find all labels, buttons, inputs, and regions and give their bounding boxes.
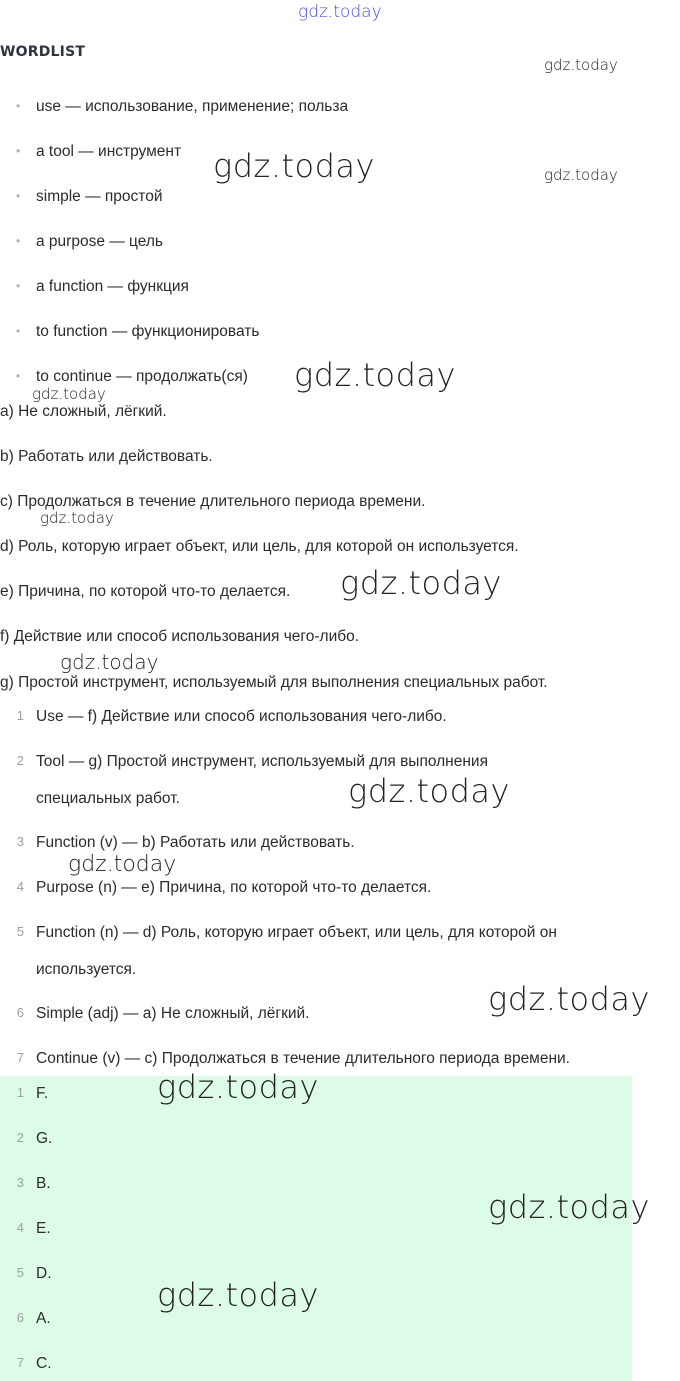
bullet-icon: • (16, 99, 21, 113)
answer-block (0, 1076, 632, 1381)
wordlist-item: a purpose — цель (36, 233, 163, 250)
match-item: Tool — g) Простой инструмент, используемый для выполнения (36, 753, 488, 770)
watermark-text: gdz.today (157, 1068, 319, 1106)
watermark-text: gdz.today (544, 56, 618, 74)
answer-item: E. (36, 1220, 51, 1237)
definition-item: a) Не сложный, лёгкий. (0, 403, 167, 420)
watermark-text: gdz.today (348, 772, 510, 810)
watermark-text: gdz.today (32, 385, 106, 403)
definition-item: b) Работать или действовать. (0, 448, 213, 465)
definition-item: e) Причина, по которой что-то делается. (0, 583, 291, 600)
definition-item: d) Роль, которую играет объект, или цель, для которой он используется. (0, 538, 519, 555)
watermark-text: gdz.today (157, 1276, 319, 1314)
item-number: 5 (16, 1265, 24, 1280)
watermark-text: gdz.today (298, 2, 382, 22)
item-number: 6 (16, 1005, 24, 1020)
answer-item: A. (36, 1310, 51, 1327)
wordlist-item: to continue — продолжать(ся) (36, 368, 248, 385)
answer-item: F. (36, 1085, 49, 1102)
definition-item: c) Продолжаться в течение длительного периода времени. (0, 493, 426, 510)
wordlist-item: use — использование, применение; польза (36, 98, 349, 115)
watermark-text: gdz.today (60, 650, 159, 674)
watermark-text: gdz.today (488, 980, 650, 1018)
item-number: 3 (16, 834, 24, 849)
item-number: 7 (16, 1355, 24, 1370)
item-number: 6 (16, 1310, 24, 1325)
item-number: 5 (16, 924, 24, 939)
answer-item: G. (36, 1130, 53, 1147)
answer-item: C. (36, 1355, 52, 1372)
definition-item: g) Простой инструмент, используемый для выполнения специальных работ. (0, 674, 548, 691)
section-title: WORDLIST (0, 44, 86, 60)
match-item: Purpose (n) — e) Причина, по которой что-то делается. (36, 879, 432, 896)
wordlist-item: a tool — инструмент (36, 143, 182, 160)
bullet-icon: • (16, 369, 21, 383)
bullet-icon: • (16, 279, 21, 293)
match-item-continuation: специальных работ. (36, 790, 180, 807)
match-item: Function (v) — b) Работать или действовать. (36, 834, 355, 851)
bullet-icon: • (16, 189, 21, 203)
watermark-text: gdz.today (68, 852, 177, 877)
wordlist-item: to function — функционировать (36, 323, 260, 340)
match-item: Simple (adj) — a) Не сложный, лёгкий. (36, 1005, 310, 1022)
watermark-text: gdz.today (213, 147, 375, 185)
bullet-icon: • (16, 324, 21, 338)
item-number: 7 (16, 1050, 24, 1065)
answer-item: B. (36, 1175, 51, 1192)
match-item: Continue (v) — c) Продолжаться в течение длительного периода времени. (36, 1050, 570, 1067)
item-number: 4 (16, 1220, 24, 1235)
match-item: Use — f) Действие или способ использования чего-либо. (36, 708, 447, 725)
watermark-text: gdz.today (40, 509, 114, 527)
match-item: Function (n) — d) Роль, которую играет объект, или цель, для которой он (36, 924, 557, 941)
match-item-continuation: используется. (36, 961, 137, 978)
item-number: 1 (16, 1085, 24, 1100)
item-number: 2 (16, 753, 24, 768)
wordlist-item: a function — функция (36, 278, 189, 295)
item-number: 4 (16, 879, 24, 894)
wordlist-item: simple — простой (36, 188, 163, 205)
bullet-icon: • (16, 144, 21, 158)
item-number: 3 (16, 1175, 24, 1190)
bullet-icon: • (16, 234, 21, 248)
watermark-text: gdz.today (488, 1188, 650, 1226)
item-number: 1 (16, 708, 24, 723)
definition-item: f) Действие или способ использования чего-либо. (0, 628, 360, 645)
item-number: 2 (16, 1130, 24, 1145)
watermark-text: gdz.today (340, 564, 502, 602)
watermark-text: gdz.today (294, 356, 456, 394)
answer-item: D. (36, 1265, 52, 1282)
watermark-text: gdz.today (544, 166, 618, 184)
